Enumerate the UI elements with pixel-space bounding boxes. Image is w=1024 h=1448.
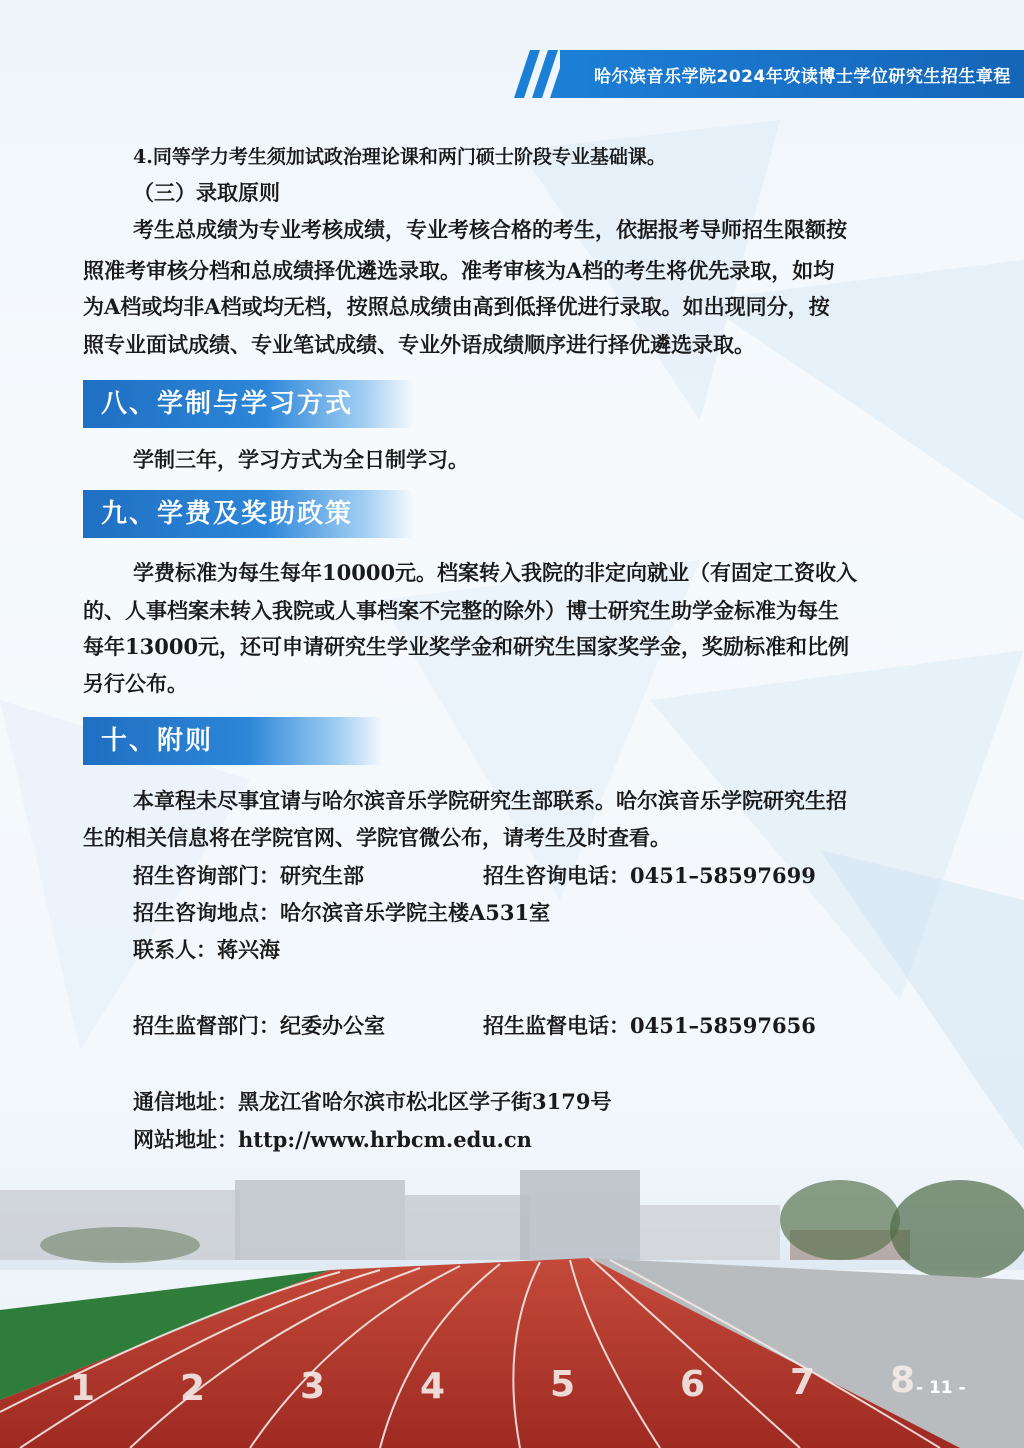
text-line: 为A档或均非A档或均无档，按照总成绩由高到低择优进行录取。如出现同分，按 <box>83 294 830 319</box>
lane-number: 3 <box>300 1366 326 1407</box>
contact-person: 联系人：蒋兴海 <box>133 937 280 962</box>
consult-location: 招生咨询地点：哈尔滨音乐学院主楼A531室 <box>133 900 551 925</box>
text-line: 另行公布。 <box>83 671 188 696</box>
section-heading-10: 十、附则 <box>83 717 383 765</box>
header-bar <box>560 50 1024 98</box>
mailing-address: 通信地址：黑龙江省哈尔滨市松北区学子街3179号 <box>133 1089 612 1114</box>
text-line: 学制三年，学习方式为全日制学习。 <box>133 447 469 472</box>
text-line: 生的相关信息将在学院官网、学院官微公布，请考生及时查看。 <box>83 825 671 850</box>
text-line: 照准考审核分档和总成绩择优遴选录取。准考审核为A档的考生将优先录取，如均 <box>83 258 835 283</box>
text-line: 的、人事档案未转入我院或人事档案不完整的除外）博士研究生助学金标准为每生 <box>83 598 839 623</box>
supervision-phone: 招生监督电话：0451–58597656 <box>483 1013 816 1038</box>
lane-number: 7 <box>790 1362 816 1403</box>
lane-number: 8 <box>890 1360 916 1401</box>
text-line: 照专业面试成绩、专业笔试成绩、专业外语成绩顺序进行择优遴选录取。 <box>83 332 755 357</box>
running-track-photo <box>0 1150 1024 1448</box>
page-number: - 11 - <box>916 1378 966 1398</box>
text-line: 每年13000元，还可申请研究生学业奖学金和研究生国家奖学金，奖励标准和比例 <box>83 634 850 659</box>
lane-number: 2 <box>180 1368 206 1409</box>
lane-number: 4 <box>420 1366 446 1407</box>
supervision-dept: 招生监督部门：纪委办公室 <box>133 1013 385 1038</box>
section-heading-8: 八、学制与学习方式 <box>83 380 413 428</box>
text-line: 学费标准为每生每年10000元。档案转入我院的非定向就业（有固定工资收入 <box>133 560 858 585</box>
consult-dept: 招生咨询部门：研究生部 <box>133 863 364 888</box>
lane-number: 6 <box>680 1364 706 1405</box>
lane-number: 1 <box>70 1368 96 1409</box>
text-line: 4.同等学力考生须加试政治理论课和两门硕士阶段专业基础课。 <box>133 146 666 168</box>
subsection-heading: （三）录取原则 <box>133 180 280 205</box>
website-address[interactable]: 网站地址：http://www.hrbcm.edu.cn <box>133 1127 532 1152</box>
consult-phone: 招生咨询电话：0451–58597699 <box>483 863 816 888</box>
header-title: 哈尔滨音乐学院2024年攻读博士学位研究生招生章程 <box>594 66 1011 87</box>
text-line: 本章程未尽事宜请与哈尔滨音乐学院研究生部联系。哈尔滨音乐学院研究生招 <box>133 788 847 813</box>
section-heading-9: 九、学费及奖助政策 <box>83 490 413 538</box>
text-line: 考生总成绩为专业考核成绩，专业考核合格的考生，依据报考导师招生限额按 <box>133 217 847 242</box>
lane-number: 5 <box>550 1364 576 1405</box>
